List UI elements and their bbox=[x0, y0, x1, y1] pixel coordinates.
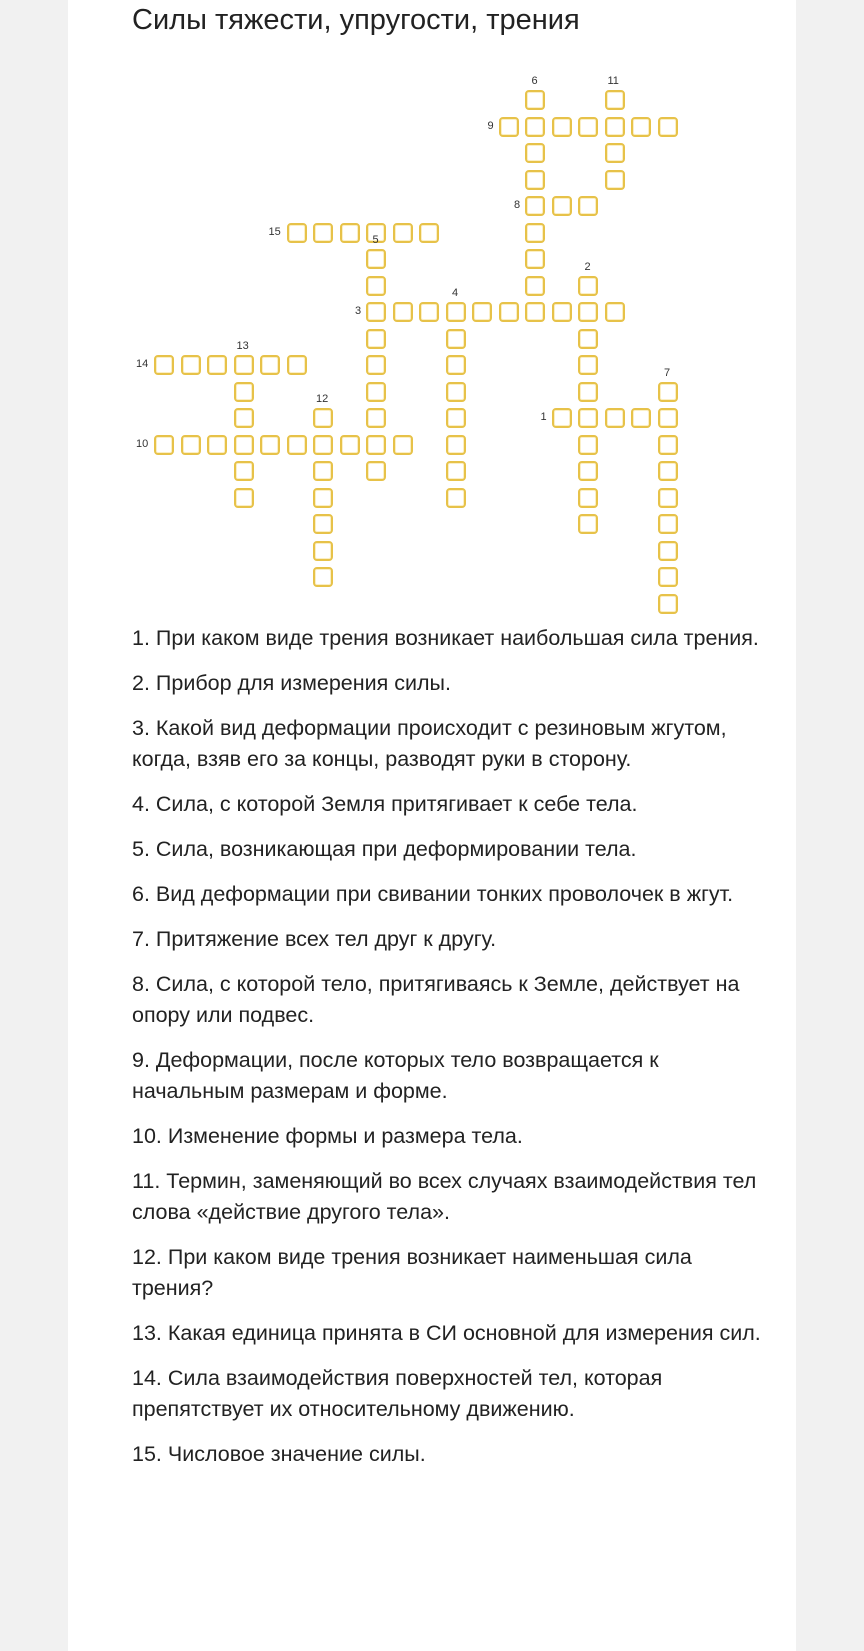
crossword-cell[interactable] bbox=[658, 435, 678, 455]
word-number-7: 7 bbox=[664, 366, 671, 379]
crossword-cell[interactable] bbox=[366, 302, 386, 322]
crossword-cell[interactable] bbox=[525, 249, 545, 269]
crossword-cell[interactable] bbox=[313, 435, 333, 455]
crossword-cell[interactable] bbox=[578, 408, 598, 428]
word-number-9: 9 bbox=[487, 119, 494, 132]
crossword-cell[interactable] bbox=[605, 143, 625, 163]
crossword-cell[interactable] bbox=[658, 117, 678, 137]
crossword-cell[interactable] bbox=[366, 276, 386, 296]
crossword-cell[interactable] bbox=[578, 196, 598, 216]
crossword-cell[interactable] bbox=[525, 117, 545, 137]
clue-item: 13. Какая единица принята в СИ основной для измерения сил. bbox=[132, 1321, 761, 1345]
clue-item: 10. Изменение формы и размера тела. bbox=[132, 1124, 523, 1148]
crossword-cell[interactable] bbox=[525, 170, 545, 190]
crossword-cell[interactable] bbox=[605, 302, 625, 322]
word-number-13: 13 bbox=[236, 340, 249, 352]
crossword-cell[interactable] bbox=[419, 302, 439, 322]
crossword-cell[interactable] bbox=[313, 488, 333, 508]
clue-item: 11. Термин, заменяющий во всех случаях взаимодействия тел слова «действие другого тела». bbox=[132, 1169, 757, 1224]
crossword-cell[interactable] bbox=[207, 435, 227, 455]
crossword-cell[interactable] bbox=[234, 461, 254, 481]
crossword-cell[interactable] bbox=[658, 594, 678, 614]
crossword-cell[interactable] bbox=[234, 488, 254, 508]
crossword-cell[interactable] bbox=[658, 382, 678, 402]
crossword-cell[interactable] bbox=[207, 355, 227, 375]
crossword-cell[interactable] bbox=[658, 567, 678, 587]
word-number-4: 4 bbox=[452, 287, 459, 299]
word-number-1: 1 bbox=[540, 411, 547, 423]
crossword-cell[interactable] bbox=[260, 355, 280, 375]
crossword-cell[interactable] bbox=[631, 408, 651, 428]
word-number-8: 8 bbox=[514, 199, 521, 211]
page-title: Силы тяжести, упругости, трения bbox=[132, 4, 580, 36]
crossword-cell[interactable] bbox=[525, 223, 545, 243]
crossword-grid bbox=[68, 0, 796, 610]
crossword-cell[interactable] bbox=[525, 302, 545, 322]
crossword-cell[interactable] bbox=[658, 488, 678, 508]
crossword-cell[interactable] bbox=[658, 461, 678, 481]
crossword-cell[interactable] bbox=[313, 408, 333, 428]
clues-list bbox=[132, 623, 772, 1484]
crossword-cell[interactable] bbox=[578, 276, 598, 296]
clue-item: 7. Притяжение всех тел друг к другу. bbox=[132, 927, 497, 951]
crossword-cell[interactable] bbox=[393, 435, 413, 455]
crossword-cell[interactable] bbox=[525, 90, 545, 110]
crossword-cell[interactable] bbox=[552, 117, 572, 137]
crossword-cell[interactable] bbox=[446, 488, 466, 508]
crossword-cell[interactable] bbox=[499, 117, 519, 137]
crossword-cell[interactable] bbox=[578, 302, 598, 322]
crossword-cell[interactable] bbox=[287, 435, 307, 455]
word-number-15: 15 bbox=[268, 225, 281, 238]
word-number-12: 12 bbox=[316, 393, 329, 405]
crossword-cell[interactable] bbox=[446, 302, 466, 322]
clue-item: 15. Числовое значение силы. bbox=[132, 1442, 426, 1466]
crossword-cell[interactable] bbox=[313, 541, 333, 561]
word-number-10: 10 bbox=[136, 437, 149, 450]
crossword-cell[interactable] bbox=[446, 435, 466, 455]
crossword-cell[interactable] bbox=[366, 435, 386, 455]
crossword-cell[interactable] bbox=[525, 143, 545, 163]
crossword-cell[interactable] bbox=[552, 302, 572, 322]
word-number-5: 5 bbox=[372, 234, 379, 246]
crossword-cell[interactable] bbox=[181, 355, 201, 375]
word-number-14: 14 bbox=[136, 358, 149, 370]
crossword-cell[interactable] bbox=[287, 355, 307, 375]
clue-item: 2. Прибор для измерения силы. bbox=[132, 671, 451, 695]
crossword-cell[interactable] bbox=[366, 355, 386, 375]
crossword-cell[interactable] bbox=[658, 541, 678, 561]
crossword-cell[interactable] bbox=[525, 276, 545, 296]
crossword-cell[interactable] bbox=[234, 435, 254, 455]
crossword-cell[interactable] bbox=[260, 435, 280, 455]
crossword-cell[interactable] bbox=[578, 461, 598, 481]
crossword-cell[interactable] bbox=[578, 435, 598, 455]
crossword-cell[interactable] bbox=[366, 249, 386, 269]
word-number-6: 6 bbox=[531, 75, 538, 87]
crossword-cell[interactable] bbox=[393, 223, 413, 243]
crossword-cell[interactable] bbox=[287, 223, 307, 243]
word-number-11: 11 bbox=[607, 75, 619, 87]
crossword-cell[interactable] bbox=[313, 514, 333, 534]
crossword-cell[interactable] bbox=[578, 488, 598, 508]
crossword-cell[interactable] bbox=[658, 408, 678, 428]
crossword-cell[interactable] bbox=[234, 408, 254, 428]
crossword-cell[interactable] bbox=[419, 223, 439, 243]
crossword-cell[interactable] bbox=[446, 355, 466, 375]
crossword-cell[interactable] bbox=[446, 329, 466, 349]
page bbox=[68, 0, 796, 1651]
crossword-cell[interactable] bbox=[525, 196, 545, 216]
clue-item: 4. Сила, с которой Земля притягивает к себе тела. bbox=[132, 792, 638, 816]
crossword-cell[interactable] bbox=[578, 329, 598, 349]
crossword-cell[interactable] bbox=[234, 382, 254, 402]
clue-item: 1. При каком виде трения возникает наибольшая сила трения. bbox=[132, 626, 759, 650]
crossword-cell[interactable] bbox=[578, 514, 598, 534]
crossword-cell[interactable] bbox=[313, 461, 333, 481]
crossword-cell[interactable] bbox=[366, 329, 386, 349]
crossword-cell[interactable] bbox=[234, 355, 254, 375]
crossword-cell[interactable] bbox=[605, 408, 625, 428]
clue-item: 14. Сила взаимодействия поверхностей тел, которая препятствует их относительному движению. bbox=[132, 1366, 663, 1421]
crossword-cell[interactable] bbox=[340, 435, 360, 455]
crossword-cell[interactable] bbox=[578, 117, 598, 137]
word-number-3: 3 bbox=[355, 305, 362, 317]
crossword-cell[interactable] bbox=[605, 90, 625, 110]
crossword-cell[interactable] bbox=[499, 302, 519, 322]
crossword-cell[interactable] bbox=[605, 117, 625, 137]
clue-item: 12. При каком виде трения возникает наименьшая сила трения? bbox=[132, 1245, 692, 1300]
clue-item: 6. Вид деформации при свивании тонких проволочек в жгут. bbox=[132, 882, 734, 906]
crossword-cell[interactable] bbox=[658, 514, 678, 534]
crossword-cell[interactable] bbox=[578, 382, 598, 402]
crossword-cell[interactable] bbox=[366, 408, 386, 428]
crossword-cell[interactable] bbox=[446, 461, 466, 481]
clue-item: 3. Какой вид деформации происходит с резиновым жгутом, когда, взяв его за концы, разводят руки в сторону. bbox=[132, 716, 727, 771]
crossword-cell[interactable] bbox=[393, 302, 413, 322]
crossword-cell[interactable] bbox=[446, 408, 466, 428]
crossword-cell[interactable] bbox=[313, 567, 333, 587]
crossword-cell[interactable] bbox=[578, 355, 598, 375]
crossword-cell[interactable] bbox=[366, 461, 386, 481]
crossword-cell[interactable] bbox=[313, 223, 333, 243]
clue-item: 8. Сила, с которой тело, притягиваясь к Земле, действует на опору или подвес. bbox=[132, 972, 740, 1027]
crossword-cell[interactable] bbox=[154, 435, 174, 455]
crossword-cell[interactable] bbox=[366, 382, 386, 402]
clue-item: 5. Сила, возникающая при деформировании тела. bbox=[132, 837, 637, 861]
crossword-cell[interactable] bbox=[154, 355, 174, 375]
crossword-cell[interactable] bbox=[446, 382, 466, 402]
crossword-cell[interactable] bbox=[605, 170, 625, 190]
crossword-cell[interactable] bbox=[552, 196, 572, 216]
crossword-cell[interactable] bbox=[552, 408, 572, 428]
crossword-cell[interactable] bbox=[631, 117, 651, 137]
crossword-cell[interactable] bbox=[472, 302, 492, 322]
crossword-cell[interactable] bbox=[181, 435, 201, 455]
clue-item: 9. Деформации, после которых тело возвращается к начальным размерам и форме. bbox=[132, 1048, 659, 1103]
word-number-2: 2 bbox=[584, 260, 591, 273]
crossword-cell[interactable] bbox=[340, 223, 360, 243]
